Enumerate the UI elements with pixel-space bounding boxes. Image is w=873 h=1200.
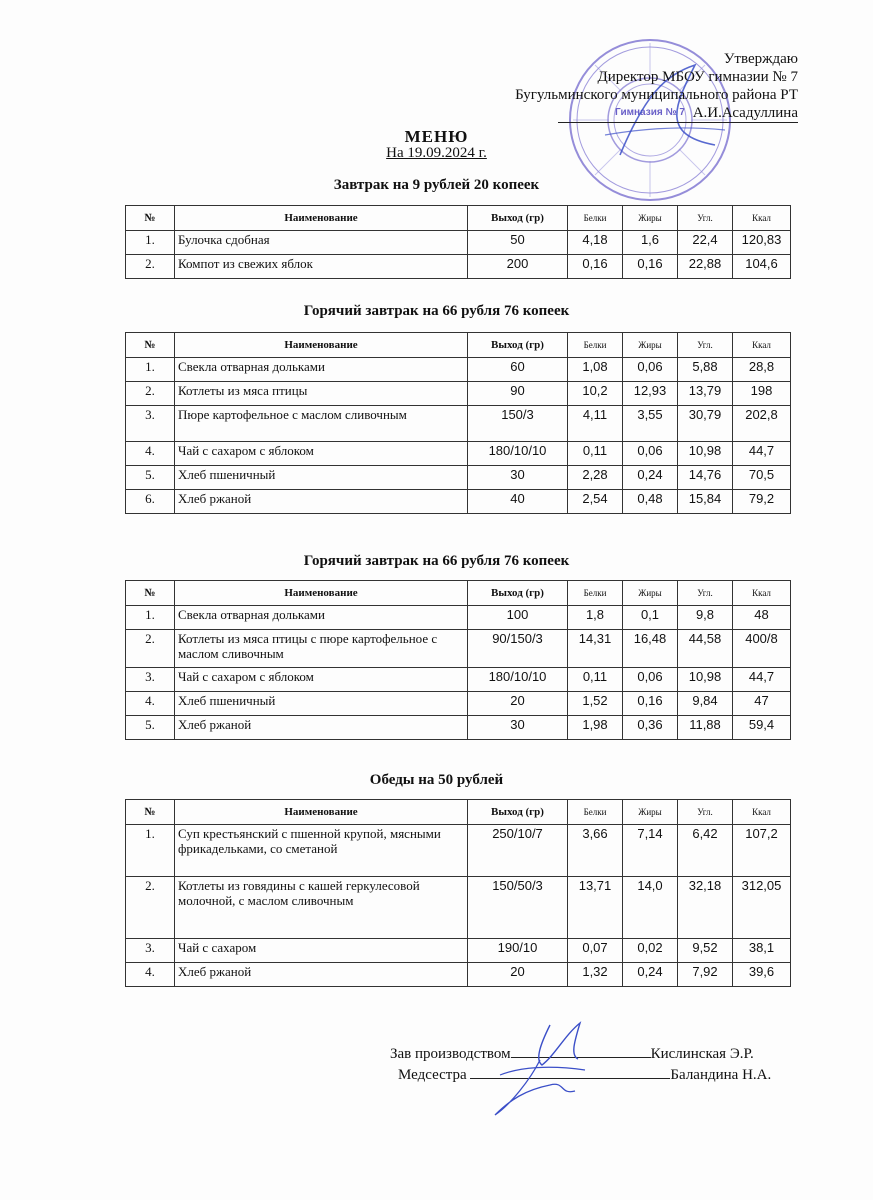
row-protein: 4,11 bbox=[568, 406, 623, 442]
table-row bbox=[126, 939, 791, 963]
row-protein: 10,2 bbox=[568, 382, 623, 406]
row-name: Хлеб пшеничный bbox=[175, 466, 468, 490]
row-protein: 4,18 bbox=[568, 231, 623, 255]
table-row bbox=[126, 668, 791, 692]
row-name: Булочка сдобная bbox=[175, 231, 468, 255]
row-kcal: 79,2 bbox=[733, 490, 791, 514]
row-name: Хлеб ржаной bbox=[175, 490, 468, 514]
col-name: Наименование bbox=[175, 206, 468, 231]
row-carbs: 5,88 bbox=[678, 358, 733, 382]
row-name: Суп крестьянский с пшенной крупой, мясными фрикадельками, со сметаной bbox=[175, 825, 468, 877]
row-num: 5. bbox=[126, 466, 175, 490]
row-carbs: 11,88 bbox=[678, 716, 733, 740]
col-num: № bbox=[126, 333, 175, 358]
col-protein: Белки bbox=[568, 581, 623, 606]
row-output: 30 bbox=[468, 716, 568, 740]
col-protein: Белки bbox=[568, 800, 623, 825]
table-row bbox=[126, 490, 791, 514]
row-fat: 3,55 bbox=[623, 406, 678, 442]
row-num: 2. bbox=[126, 630, 175, 668]
row-name: Хлеб пшеничный bbox=[175, 692, 468, 716]
row-kcal: 400/8 bbox=[733, 630, 791, 668]
row-name: Компот из свежих яблок bbox=[175, 255, 468, 279]
row-name: Чай с сахаром с яблоком bbox=[175, 668, 468, 692]
row-protein: 0,11 bbox=[568, 442, 623, 466]
row-protein: 2,54 bbox=[568, 490, 623, 514]
row-kcal: 312,05 bbox=[733, 877, 791, 939]
row-num: 2. bbox=[126, 382, 175, 406]
row-fat: 0,1 bbox=[623, 606, 678, 630]
col-fat: Жиры bbox=[623, 206, 678, 231]
row-kcal: 28,8 bbox=[733, 358, 791, 382]
col-num: № bbox=[126, 206, 175, 231]
row-num: 2. bbox=[126, 255, 175, 279]
table-row bbox=[126, 442, 791, 466]
col-kcal: Ккал bbox=[733, 333, 791, 358]
row-fat: 14,0 bbox=[623, 877, 678, 939]
row-fat: 0,48 bbox=[623, 490, 678, 514]
approval-line-3: Бугульминского муниципального района РТ bbox=[515, 87, 798, 103]
col-num: № bbox=[126, 581, 175, 606]
row-fat: 0,24 bbox=[623, 963, 678, 987]
row-fat: 16,48 bbox=[623, 630, 678, 668]
row-protein: 0,07 bbox=[568, 939, 623, 963]
row-output: 90/150/3 bbox=[468, 630, 568, 668]
stamp-text: Гимназия № 7 bbox=[615, 107, 685, 118]
row-fat: 0,24 bbox=[623, 466, 678, 490]
table-row bbox=[126, 466, 791, 490]
approval-line-2: Директор МБОУ гимназии № 7 bbox=[597, 69, 798, 85]
col-num: № bbox=[126, 800, 175, 825]
row-carbs: 14,76 bbox=[678, 466, 733, 490]
table-row bbox=[126, 358, 791, 382]
approval-line-4: А.И.Асадуллина bbox=[558, 104, 798, 123]
col-protein: Белки bbox=[568, 206, 623, 231]
menu-table-hot-breakfast-1 bbox=[125, 332, 791, 514]
row-carbs: 9,84 bbox=[678, 692, 733, 716]
row-num: 1. bbox=[126, 358, 175, 382]
row-protein: 14,31 bbox=[568, 630, 623, 668]
table-row bbox=[126, 963, 791, 987]
menu-table-lunch bbox=[125, 799, 791, 987]
col-output: Выход (гр) bbox=[468, 800, 568, 825]
row-kcal: 44,7 bbox=[733, 442, 791, 466]
row-carbs: 13,79 bbox=[678, 382, 733, 406]
row-carbs: 22,4 bbox=[678, 231, 733, 255]
row-num: 5. bbox=[126, 716, 175, 740]
menu-table-breakfast bbox=[125, 205, 791, 279]
row-name: Котлеты из говядины с кашей геркулесовой молочной, с маслом сливочным bbox=[175, 877, 468, 939]
row-output: 150/3 bbox=[468, 406, 568, 442]
col-kcal: Ккал bbox=[733, 800, 791, 825]
row-kcal: 198 bbox=[733, 382, 791, 406]
row-num: 1. bbox=[126, 231, 175, 255]
row-protein: 3,66 bbox=[568, 825, 623, 877]
row-fat: 0,16 bbox=[623, 255, 678, 279]
section-title-hot-breakfast-2: Горячий завтрак на 66 рубля 76 копеек bbox=[303, 553, 570, 569]
row-carbs: 44,58 bbox=[678, 630, 733, 668]
page-title: МЕНЮ bbox=[404, 127, 469, 146]
row-kcal: 44,7 bbox=[733, 668, 791, 692]
table-row bbox=[126, 255, 791, 279]
row-num: 3. bbox=[126, 406, 175, 442]
row-kcal: 202,8 bbox=[733, 406, 791, 442]
row-carbs: 22,88 bbox=[678, 255, 733, 279]
row-kcal: 48 bbox=[733, 606, 791, 630]
row-name: Котлеты из мяса птицы bbox=[175, 382, 468, 406]
nurse-name: Баландина Н.А. bbox=[670, 1067, 772, 1083]
row-carbs: 6,42 bbox=[678, 825, 733, 877]
production-label: Зав производством bbox=[390, 1046, 511, 1062]
row-num: 3. bbox=[126, 668, 175, 692]
row-carbs: 15,84 bbox=[678, 490, 733, 514]
row-name: Чай с сахаром bbox=[175, 939, 468, 963]
row-num: 6. bbox=[126, 490, 175, 514]
handwritten-signature bbox=[480, 1015, 600, 1125]
row-protein: 2,28 bbox=[568, 466, 623, 490]
row-protein: 1,08 bbox=[568, 358, 623, 382]
row-output: 250/10/7 bbox=[468, 825, 568, 877]
row-name: Котлеты из мяса птицы с пюре картофельное с маслом сливочным bbox=[175, 630, 468, 668]
table-row bbox=[126, 406, 791, 442]
col-kcal: Ккал bbox=[733, 206, 791, 231]
row-protein: 13,71 bbox=[568, 877, 623, 939]
row-protein: 1,32 bbox=[568, 963, 623, 987]
row-output: 20 bbox=[468, 963, 568, 987]
section-title-hot-breakfast-1: Горячий завтрак на 66 рубля 76 копеек bbox=[303, 303, 570, 319]
row-protein: 0,11 bbox=[568, 668, 623, 692]
row-output: 20 bbox=[468, 692, 568, 716]
section-title-breakfast: Завтрак на 9 рублей 20 копеек bbox=[333, 177, 540, 193]
row-num: 4. bbox=[126, 442, 175, 466]
row-output: 180/10/10 bbox=[468, 668, 568, 692]
col-kcal: Ккал bbox=[733, 581, 791, 606]
col-fat: Жиры bbox=[623, 581, 678, 606]
col-output: Выход (гр) bbox=[468, 581, 568, 606]
approval-line-1: Утверждаю bbox=[723, 51, 798, 67]
approval-block bbox=[515, 50, 798, 123]
row-output: 50 bbox=[468, 231, 568, 255]
col-carbs: Угл. bbox=[678, 581, 733, 606]
table-row bbox=[126, 825, 791, 877]
row-output: 40 bbox=[468, 490, 568, 514]
row-name: Хлеб ржаной bbox=[175, 963, 468, 987]
row-output: 150/50/3 bbox=[468, 877, 568, 939]
row-name: Свекла отварная дольками bbox=[175, 358, 468, 382]
table-row bbox=[126, 630, 791, 668]
row-name: Пюре картофельное с маслом сливочным bbox=[175, 406, 468, 442]
row-protein: 1,52 bbox=[568, 692, 623, 716]
row-output: 90 bbox=[468, 382, 568, 406]
row-num: 2. bbox=[126, 877, 175, 939]
row-kcal: 38,1 bbox=[733, 939, 791, 963]
row-protein: 0,16 bbox=[568, 255, 623, 279]
row-kcal: 120,83 bbox=[733, 231, 791, 255]
col-carbs: Угл. bbox=[678, 333, 733, 358]
row-output: 190/10 bbox=[468, 939, 568, 963]
row-num: 4. bbox=[126, 692, 175, 716]
table-row bbox=[126, 877, 791, 939]
row-output: 60 bbox=[468, 358, 568, 382]
row-protein: 1,98 bbox=[568, 716, 623, 740]
row-fat: 0,06 bbox=[623, 442, 678, 466]
menu-table-hot-breakfast-2 bbox=[125, 580, 791, 740]
col-name: Наименование bbox=[175, 800, 468, 825]
row-kcal: 39,6 bbox=[733, 963, 791, 987]
production-name: Кислинская Э.Р. bbox=[650, 1046, 754, 1062]
row-fat: 0,16 bbox=[623, 692, 678, 716]
row-output: 100 bbox=[468, 606, 568, 630]
row-carbs: 7,92 bbox=[678, 963, 733, 987]
col-protein: Белки bbox=[568, 333, 623, 358]
row-carbs: 9,8 bbox=[678, 606, 733, 630]
row-fat: 7,14 bbox=[623, 825, 678, 877]
table-row bbox=[126, 692, 791, 716]
row-num: 4. bbox=[126, 963, 175, 987]
row-output: 30 bbox=[468, 466, 568, 490]
row-fat: 0,06 bbox=[623, 668, 678, 692]
row-kcal: 47 bbox=[733, 692, 791, 716]
table-row bbox=[126, 606, 791, 630]
row-num: 3. bbox=[126, 939, 175, 963]
row-output: 180/10/10 bbox=[468, 442, 568, 466]
section-title-lunch: Обеды на 50 рублей bbox=[369, 772, 504, 788]
row-carbs: 10,98 bbox=[678, 668, 733, 692]
col-carbs: Угл. bbox=[678, 206, 733, 231]
col-carbs: Угл. bbox=[678, 800, 733, 825]
row-fat: 0,36 bbox=[623, 716, 678, 740]
menu-date: На 19.09.2024 г. bbox=[386, 145, 487, 161]
row-carbs: 10,98 bbox=[678, 442, 733, 466]
row-fat: 0,06 bbox=[623, 358, 678, 382]
row-kcal: 59,4 bbox=[733, 716, 791, 740]
row-carbs: 30,79 bbox=[678, 406, 733, 442]
col-fat: Жиры bbox=[623, 800, 678, 825]
table-row bbox=[126, 716, 791, 740]
row-fat: 0,02 bbox=[623, 939, 678, 963]
row-carbs: 32,18 bbox=[678, 877, 733, 939]
nurse-label: Медсестра bbox=[398, 1067, 467, 1083]
row-fat: 1,6 bbox=[623, 231, 678, 255]
col-output: Выход (гр) bbox=[468, 333, 568, 358]
row-name: Свекла отварная дольками bbox=[175, 606, 468, 630]
table-row bbox=[126, 231, 791, 255]
col-name: Наименование bbox=[175, 333, 468, 358]
row-protein: 1,8 bbox=[568, 606, 623, 630]
row-output: 200 bbox=[468, 255, 568, 279]
row-fat: 12,93 bbox=[623, 382, 678, 406]
row-name: Хлеб ржаной bbox=[175, 716, 468, 740]
row-name: Чай с сахаром с яблоком bbox=[175, 442, 468, 466]
row-kcal: 107,2 bbox=[733, 825, 791, 877]
col-name: Наименование bbox=[175, 581, 468, 606]
table-row bbox=[126, 382, 791, 406]
row-kcal: 70,5 bbox=[733, 466, 791, 490]
row-num: 1. bbox=[126, 606, 175, 630]
row-num: 1. bbox=[126, 825, 175, 877]
col-fat: Жиры bbox=[623, 333, 678, 358]
row-carbs: 9,52 bbox=[678, 939, 733, 963]
col-output: Выход (гр) bbox=[468, 206, 568, 231]
row-kcal: 104,6 bbox=[733, 255, 791, 279]
